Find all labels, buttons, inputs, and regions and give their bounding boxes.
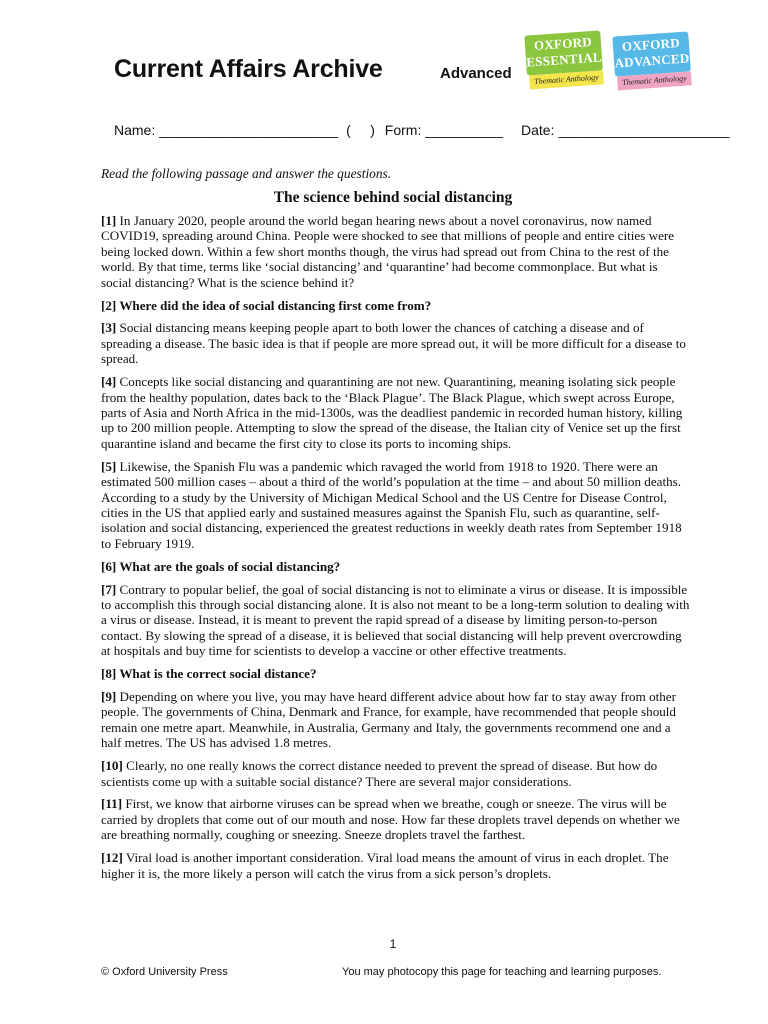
paragraph-text: Concepts like social distancing and quarantining are not new. Quarantining, meaning isolating sick people from the healthy population, dates back to the ‘Black Plague’. The Black Plague, which swept across Europe, parts of Asia and North Africa in the mid-1300s, was the deadliest pandemic in recorded human history, killing up to 200 million people. Attempting to slow the spread of the disease, the Italian city of Venice set up the first quarantine island and became the first city to close its ports to incoming ships. [101, 374, 683, 451]
name-field[interactable]: _______________________ [159, 122, 339, 138]
paragraph-5 [101, 459, 691, 551]
oxford-advanced-logo [612, 31, 691, 88]
instructions: Read the following passage and answer the questions. [101, 166, 392, 181]
passage-title: The science behind social distancing [273, 189, 513, 206]
paragraph-text: Viral load is another important consideration. Viral load means the amount of virus in each droplet. The higher it is, the more likely a person will catch the virus from a sick person’s droplets. [101, 850, 669, 881]
oxford-essential-logo [524, 30, 603, 87]
paragraph-text: Clearly, no one really knows the correct distance needed to prevent the spread of disease. But how do scientists come up with a suitable social distance? There are several major considerations. [101, 758, 658, 789]
paragraph-1 [101, 213, 691, 290]
badge-advanced-line2: ADVANCED [614, 50, 691, 71]
paragraph-number: [5] [101, 458, 117, 474]
photocopy-notice: You may photocopy this page for teaching and learning purposes. [342, 966, 662, 978]
paragraph-text: Contrary to popular belief, the goal of social distancing is not to eliminate a virus or disease. It is impossible to accomplish this through social distancing alone. It is also not meant to be a long-term solution to dealing with a virus or disease. Instead, it is meant to prevent the rapid spread of a disease by limiting person-to-person contact. By slowing the spread of a disease, it is believed that social distancing will help prevent overcrowding at hospitals and buy time for scientists to develop a vaccine or other effective treatments. [101, 581, 690, 659]
paragraph-number: [4] [101, 374, 117, 390]
paragraph-number: [7] [101, 581, 117, 597]
paragraph-number: [2] [101, 297, 117, 313]
paragraph-number: [6] [101, 558, 117, 574]
paragraph-11 [101, 796, 691, 842]
badge-essential-sub: Thematic Anthology [529, 70, 604, 89]
class-number-field[interactable]: ( ) [346, 122, 375, 138]
form-field[interactable]: __________ [425, 122, 504, 138]
paragraph-9 [101, 689, 691, 751]
paragraph-number: [3] [101, 320, 117, 336]
question-heading-8 [101, 666, 691, 681]
page-number: 1 [389, 937, 397, 951]
badge-advanced-sub: Thematic Anthology [617, 71, 692, 90]
paragraph-text: What is the correct social distance? [116, 666, 317, 682]
name-label: Name: [114, 122, 156, 138]
badge-advanced-line1: OXFORD [621, 35, 681, 55]
paragraph-number: [9] [101, 688, 117, 704]
badge-essential-line1: OXFORD [533, 34, 593, 54]
paragraph-text: Depending on where you live, you may have heard different advice about how far to stay away from other people. The governments of China, Denmark and France, for example, have recommended that people should remain one metre apart. Meanwhile, in Australia, Germany and Italy, the governments recommend one and a half metres. The US has advised 1.8 metres. [101, 688, 676, 751]
copyright-notice: © Oxford University Press [101, 966, 228, 978]
paragraph-12 [101, 850, 691, 881]
student-info-row [114, 122, 730, 138]
form-label: Form: [384, 122, 422, 138]
paragraph-text: First, we know that airborne viruses can be spread when we breathe, cough or sneeze. The virus will be carried by droplets that come out of our mouth and nose. How far these droplets travel depends on whether we are breathing normally, coughing or sneezing. Sneeze droplets travel the farthest. [101, 796, 680, 843]
paragraph-4 [101, 374, 691, 451]
paragraph-text: Where did the idea of social distancing first come from? [116, 297, 432, 313]
badge-essential-line2: ESSENTIAL [525, 49, 603, 70]
paragraph-text: Social distancing means keeping people apart to both lower the chances of catching a disease and of spreading a disease. The basic idea is that if people are more spread out, it will be more difficult for a disease to spread. [101, 320, 686, 367]
question-heading-2 [101, 298, 691, 313]
level-label: Advanced [440, 65, 512, 82]
paragraph-text: Likewise, the Spanish Flu was a pandemic which ravaged the world from 1918 to 1920. There were an estimated 500 million cases – about a third of the world’s population at the time – and about 50 million deaths. According to a study by the University of Michigan Medical School and the US Centre for Disease Control, cities in the US that applied early and sustained measures against the Spanish Flu, such as quarantine, self-isolation and social distancing, experienced the greatest reductions in weekly death rates from September 1918 to February 1919. [101, 458, 682, 551]
paragraph-text: In January 2020, people around the world began hearing news about a novel coronavirus, now named COVID19, spreading around China. People were shocked to see that millions of people and entire cities were being locked down. Within a few short months though, the virus had spread out from China to the rest of the world. By that time, terms like ‘social distancing’ and ‘quarantine’ had become commonplace. But what is social distancing? What is the science behind it? [101, 213, 675, 290]
paragraph-7 [101, 582, 691, 659]
paragraph-number: [1] [101, 213, 117, 228]
paragraph-number: [8] [101, 666, 117, 682]
question-heading-6 [101, 559, 691, 574]
paragraph-text: What are the goals of social distancing? [116, 558, 341, 574]
passage-body [101, 213, 691, 888]
page-title: Current Affairs Archive [114, 55, 383, 83]
date-label: Date: [521, 122, 555, 138]
paragraph-number: [12] [101, 850, 123, 866]
paragraph-10 [101, 758, 691, 789]
date-field[interactable]: ______________________ [558, 122, 730, 138]
paragraph-number: [10] [101, 758, 123, 774]
paragraph-3 [101, 320, 691, 366]
paragraph-number: [11] [101, 796, 123, 812]
